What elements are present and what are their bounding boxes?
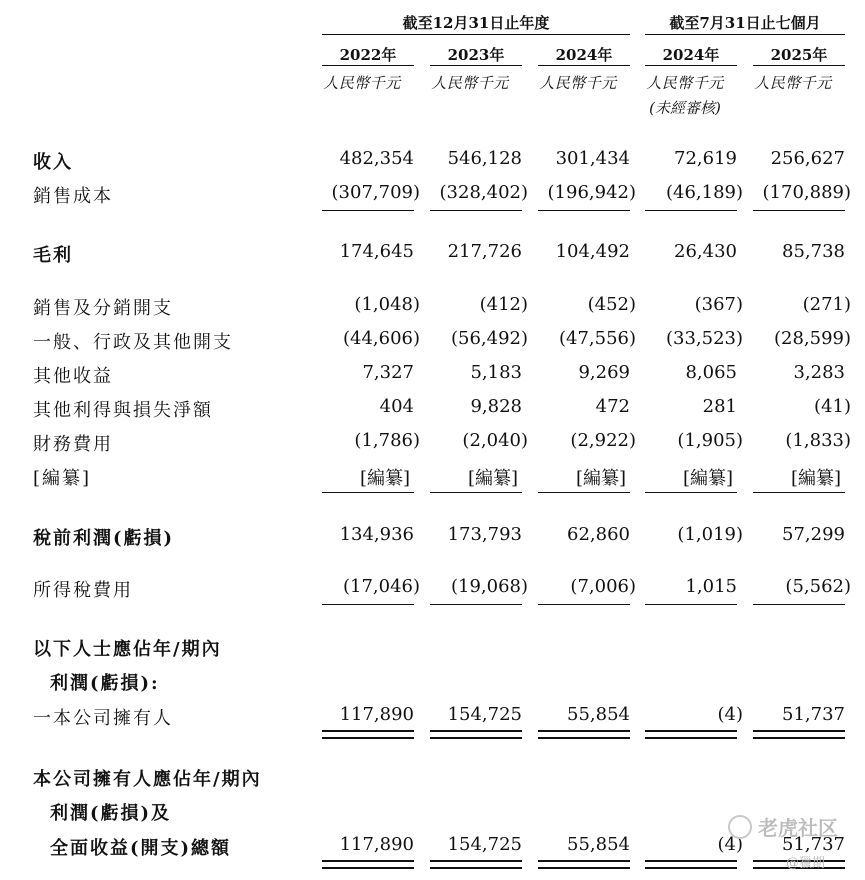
unaudited-label: (未經審核): [649, 99, 721, 117]
year-rule: [645, 65, 737, 66]
cell-redacted-2025-interim: [編纂]: [790, 468, 841, 489]
row-label-total-comprehensive: 全面收益(開支)總額: [50, 838, 232, 859]
cell-gross-profit-2022: 174,645: [339, 241, 414, 262]
subtotal-rule: [322, 604, 414, 605]
cell-other-income-2022: 7,327: [362, 362, 414, 383]
section-comprehensive-line1: 本公司擁有人應佔年/期內: [33, 769, 262, 790]
row-label-owners-of-company: 一本公司擁有人: [33, 708, 173, 729]
subtotal-rule: [753, 604, 845, 605]
unit-label: 人民幣千元: [539, 74, 617, 92]
cell-admin-2022: (44,606): [342, 328, 420, 349]
total-double-rule: [322, 730, 414, 739]
subtotal-rule: [645, 492, 737, 493]
cell-tax-2024-interim: 1,015: [685, 576, 737, 597]
cell-selling-2022: (1,048): [354, 294, 420, 315]
subtotal-rule: [322, 492, 414, 493]
cell-total-comp-2024: 55,854: [567, 834, 630, 855]
cell-cost-of-sales-2023: (328,402): [439, 182, 528, 203]
cell-redacted-2022: [編纂]: [359, 468, 410, 489]
cell-cost-of-sales-2022: (307,709): [331, 182, 420, 203]
section-comprehensive-line2: 利潤(虧損)及: [50, 803, 172, 824]
cell-revenue-2022: 482,354: [339, 148, 414, 169]
header-group-interim: 截至7月31日止七個月: [669, 14, 821, 32]
year-header-2024: 2024年: [555, 46, 613, 64]
subtotal-rule: [538, 604, 630, 605]
section-profit-attributable-line1: 以下人士應佔年/期內: [33, 639, 222, 660]
cell-tax-2023: (19,068): [450, 576, 528, 597]
cell-owners-2024-interim: (4): [717, 704, 743, 725]
header-group-annual: 截至12月31日止年度: [402, 14, 550, 32]
cell-pbt-2022: 134,936: [339, 524, 414, 545]
header-group-interim-rule: [645, 34, 845, 35]
year-header-2025-interim: 2025年: [770, 46, 828, 64]
cell-gains-2024-interim: 281: [702, 396, 737, 417]
cell-revenue-2023: 546,128: [447, 148, 522, 169]
cell-gross-profit-2025-interim: 85,738: [782, 241, 845, 262]
total-double-rule: [645, 860, 737, 869]
cell-finance-2024: (2,922): [570, 430, 636, 451]
cell-owners-2025-interim: 51,737: [782, 704, 845, 725]
row-label-other-gains-losses: 其他利得與損失淨額: [33, 400, 213, 421]
cell-finance-2024-interim: (1,905): [677, 430, 743, 451]
cell-gains-2023: 9,828: [470, 396, 522, 417]
total-double-rule: [430, 860, 522, 869]
subtotal-rule: [430, 210, 522, 211]
cell-revenue-2025-interim: 256,627: [770, 148, 845, 169]
unit-label: 人民幣千元: [323, 74, 401, 92]
watermark-brand: 老虎社区: [758, 816, 838, 840]
subtotal-rule: [430, 604, 522, 605]
cell-total-comp-2022: 117,890: [339, 834, 414, 855]
year-rule: [753, 65, 845, 66]
cell-cost-of-sales-2024-interim: (46,189): [665, 182, 743, 203]
cell-redacted-2024-interim: [編纂]: [682, 468, 733, 489]
cell-finance-2023: (2,040): [462, 430, 528, 451]
cell-revenue-2024: 301,434: [555, 148, 630, 169]
cell-finance-2025-interim: (1,833): [785, 430, 851, 451]
cell-other-income-2023: 5,183: [470, 362, 522, 383]
year-header-2022: 2022年: [339, 46, 397, 64]
cell-cost-of-sales-2025-interim: (170,889): [762, 182, 851, 203]
row-label-finance-costs: 財務費用: [33, 434, 113, 455]
cell-admin-2024: (47,556): [558, 328, 636, 349]
total-double-rule: [430, 730, 522, 739]
year-header-2023: 2023年: [447, 46, 505, 64]
cell-other-income-2024-interim: 8,065: [685, 362, 737, 383]
total-double-rule: [753, 730, 845, 739]
subtotal-rule: [645, 210, 737, 211]
cell-selling-2024-interim: (367): [694, 294, 743, 315]
year-rule: [322, 65, 414, 66]
row-label-cost-of-sales: 銷售成本: [33, 186, 113, 207]
year-header-2024-interim: 2024年: [662, 46, 720, 64]
cell-cost-of-sales-2024: (196,942): [547, 182, 636, 203]
cell-admin-2023: (56,492): [450, 328, 528, 349]
subtotal-rule: [753, 210, 845, 211]
row-label-admin-expenses: 一般、行政及其他開支: [33, 332, 233, 353]
subtotal-rule: [430, 492, 522, 493]
cell-gross-profit-2023: 217,726: [447, 241, 522, 262]
subtotal-rule: [538, 492, 630, 493]
subtotal-rule: [538, 210, 630, 211]
cell-gains-2022: 404: [379, 396, 414, 417]
unit-label: 人民幣千元: [646, 74, 724, 92]
cell-gross-profit-2024: 104,492: [555, 241, 630, 262]
cell-pbt-2025-interim: 57,299: [782, 524, 845, 545]
total-double-rule: [538, 730, 630, 739]
cell-tax-2025-interim: (5,562): [785, 576, 851, 597]
cell-redacted-2024: [編纂]: [575, 468, 626, 489]
total-double-rule: [645, 730, 737, 739]
cell-gains-2024: 472: [595, 396, 630, 417]
cell-owners-2023: 154,725: [447, 704, 522, 725]
cell-revenue-2024-interim: 72,619: [674, 148, 737, 169]
total-double-rule: [322, 860, 414, 869]
cell-pbt-2023: 173,793: [447, 524, 522, 545]
unit-label: 人民幣千元: [431, 74, 509, 92]
year-rule: [538, 65, 630, 66]
cell-tax-2024: (7,006): [570, 576, 636, 597]
subtotal-rule: [645, 604, 737, 605]
year-rule: [430, 65, 522, 66]
row-label-other-income: 其他收益: [33, 366, 113, 387]
row-label-revenue: 收入: [33, 152, 73, 173]
cell-selling-2024: (452): [587, 294, 636, 315]
cell-total-comp-2025-interim: 51,737: [782, 834, 845, 855]
total-double-rule: [538, 860, 630, 869]
cell-owners-2022: 117,890: [339, 704, 414, 725]
unit-label: 人民幣千元: [754, 74, 832, 92]
cell-total-comp-2023: 154,725: [447, 834, 522, 855]
row-label-income-tax: 所得稅費用: [33, 580, 133, 601]
cell-admin-2024-interim: (33,523): [665, 328, 743, 349]
cell-other-income-2024: 9,269: [578, 362, 630, 383]
cell-gains-2025-interim: (41): [814, 396, 851, 417]
cell-pbt-2024: 62,860: [567, 524, 630, 545]
row-label-redacted: [編纂]: [33, 468, 92, 489]
row-label-selling-expenses: 銷售及分銷開支: [33, 298, 173, 319]
row-label-gross-profit: 毛利: [33, 245, 73, 266]
cell-finance-2022: (1,786): [354, 430, 420, 451]
watermark-handle: @獵期: [786, 856, 826, 871]
cell-admin-2025-interim: (28,599): [773, 328, 851, 349]
cell-owners-2024: 55,854: [567, 704, 630, 725]
cell-total-comp-2024-interim: (4): [717, 834, 743, 855]
cell-tax-2022: (17,046): [342, 576, 420, 597]
subtotal-rule: [753, 492, 845, 493]
cell-redacted-2023: [編纂]: [467, 468, 518, 489]
cell-selling-2025-interim: (271): [802, 294, 851, 315]
cell-pbt-2024-interim: (1,019): [677, 524, 743, 545]
cell-selling-2023: (412): [479, 294, 528, 315]
subtotal-rule: [322, 210, 414, 211]
cell-other-income-2025-interim: 3,283: [793, 362, 845, 383]
header-group-annual-rule: [322, 34, 630, 35]
watermark-logo-icon: [728, 815, 752, 839]
cell-gross-profit-2024-interim: 26,430: [674, 241, 737, 262]
row-label-profit-before-tax: 稅前利潤(虧損): [33, 528, 175, 549]
section-profit-attributable-line2: 利潤(虧損):: [50, 673, 160, 694]
